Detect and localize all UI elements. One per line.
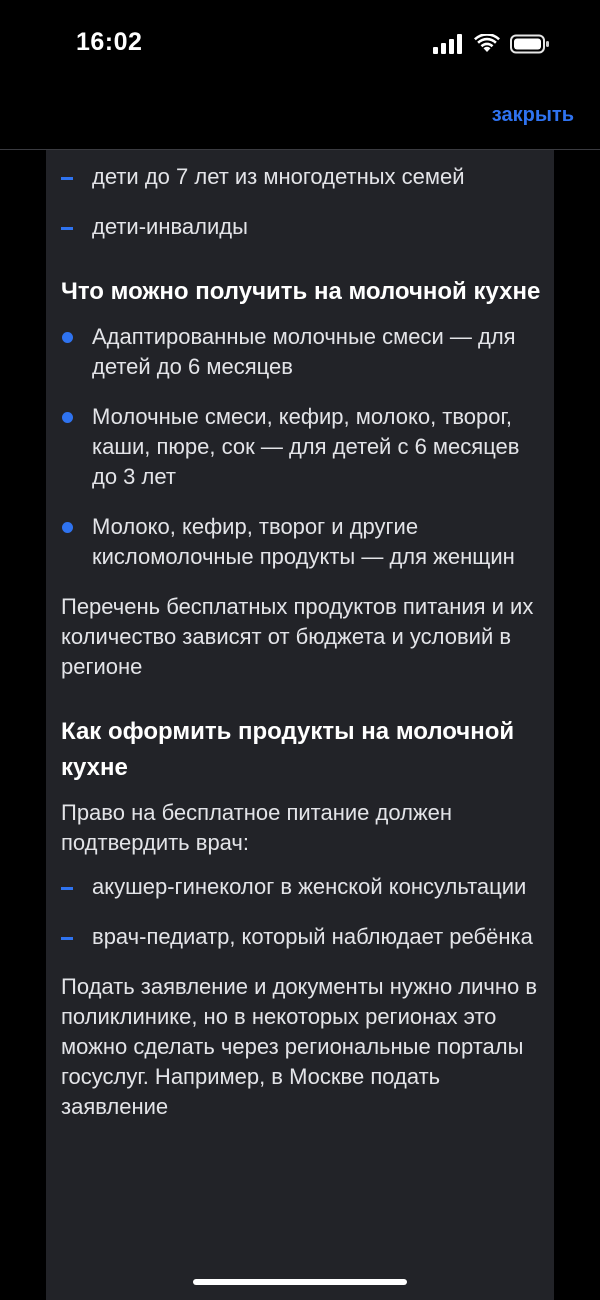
list-item	[61, 872, 541, 902]
products-note: Перечень бесплатных продуктов питания и их количество зависят от бюджета и условий в регионе	[61, 594, 534, 679]
list-item	[61, 212, 541, 242]
list-item	[61, 512, 541, 572]
list-item-text: Адаптированные молочные смеси — для детей до 6 месяцев	[92, 324, 516, 379]
cellular-signal-icon	[433, 34, 464, 54]
list-item-text: врач-педиатр, который наблюдает ребёнка	[92, 924, 533, 949]
list-item	[61, 162, 541, 192]
list-item	[61, 402, 541, 492]
section-heading-how: Как оформить продукты на молочной кухне	[61, 718, 515, 781]
dash-bullet-icon	[61, 177, 73, 180]
status-bar	[0, 0, 600, 92]
dash-bullet-icon	[61, 887, 73, 890]
list-item-text: акушер-гинеколог в женской консультации	[92, 874, 527, 899]
home-indicator[interactable]	[193, 1279, 407, 1285]
article-content	[61, 118, 541, 1146]
status-icons	[433, 32, 550, 56]
dash-bullet-icon	[61, 227, 73, 230]
how-intro: Право на бесплатное питание должен подтвердить врач:	[61, 800, 453, 855]
dash-bullet-icon	[61, 937, 73, 940]
submission-paragraph: Подать заявление и документы нужно лично в поликлинике, но в некоторых регионах это можно сделать через региональные порталы госуслуг. Например, в Москве подать заявление	[61, 974, 538, 1119]
list-item-text: Молочные смеси, кефир, молоко, творог, каши, пюре, сок — для детей с 6 месяцев до 3 лет	[92, 404, 520, 489]
nav-bar	[0, 92, 600, 150]
list-item-text: Молоко, кефир, творог и другие кисломолочные продукты — для женщин	[92, 514, 515, 569]
list-item	[61, 922, 541, 952]
dot-bullet-icon	[62, 332, 73, 343]
dot-bullet-icon	[62, 412, 73, 423]
list-item-text: дети до 7 лет из многодетных семей	[92, 164, 465, 189]
wifi-icon	[474, 34, 500, 54]
list-item	[61, 322, 541, 382]
list-item-text: дети-инвалиды	[92, 214, 248, 239]
battery-icon	[510, 34, 550, 54]
dot-bullet-icon	[62, 522, 73, 533]
section-heading-what: Что можно получить на молочной кухне	[61, 278, 541, 305]
status-time: 16:02	[76, 28, 143, 56]
close-button[interactable]: закрыть	[491, 104, 574, 126]
